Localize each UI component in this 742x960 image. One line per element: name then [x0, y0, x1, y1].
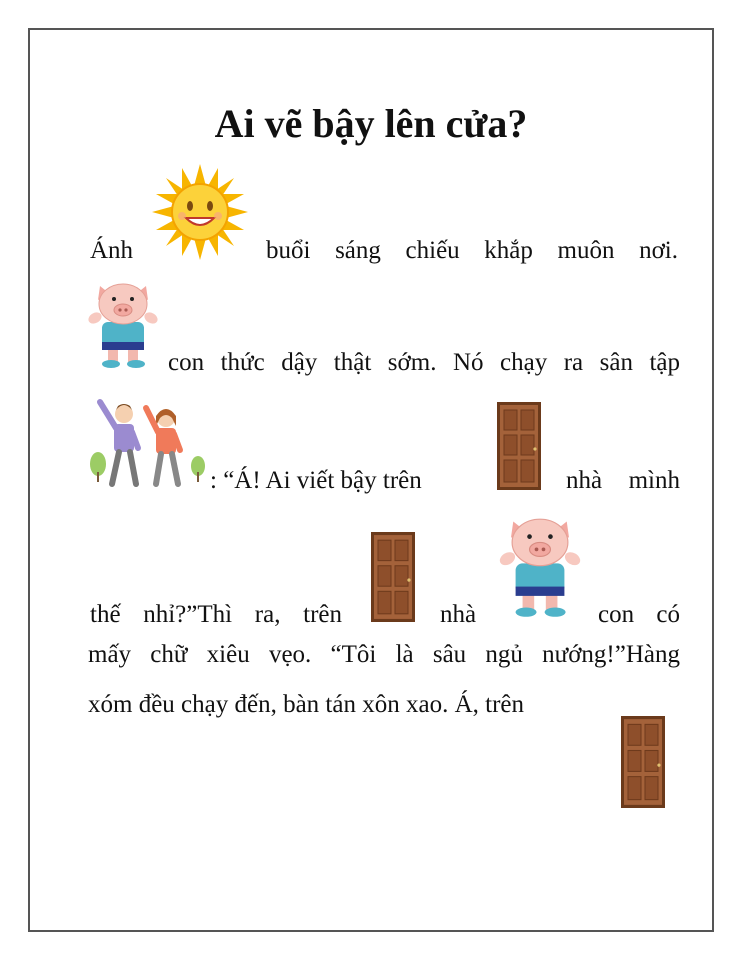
door-icon: [371, 532, 415, 622]
story-text: con có: [598, 601, 680, 628]
story-text: Ánh: [90, 237, 134, 264]
door-icon: [621, 716, 665, 808]
door-icon: [497, 402, 541, 490]
story-text: nhà: [440, 601, 477, 628]
story-text: buổi sáng chiếu khắp muôn nơi.: [266, 237, 678, 264]
pig-icon: [497, 514, 583, 622]
page-title: Ai vẽ bậy lên cửa?: [214, 101, 528, 146]
story-text: thế nhỉ?”Thì ra, trên: [90, 601, 342, 628]
exercise-people-icon: [86, 392, 208, 492]
story-text: con thức dậy thật sớm. Nó chạy ra sân tập: [168, 349, 680, 376]
story-text: nhà mình: [566, 467, 680, 494]
story-text: xóm đều chạy đến, bàn tán xôn xao. Á, trên: [88, 691, 524, 718]
story-text: mấy chữ xiêu vẹo. “Tôi là sâu ngủ nướng!”Hàng: [88, 641, 680, 668]
story-text: : “Á! Ai viết bậy trên: [210, 467, 422, 494]
pig-icon: [86, 280, 160, 372]
sun-icon: [152, 164, 248, 260]
